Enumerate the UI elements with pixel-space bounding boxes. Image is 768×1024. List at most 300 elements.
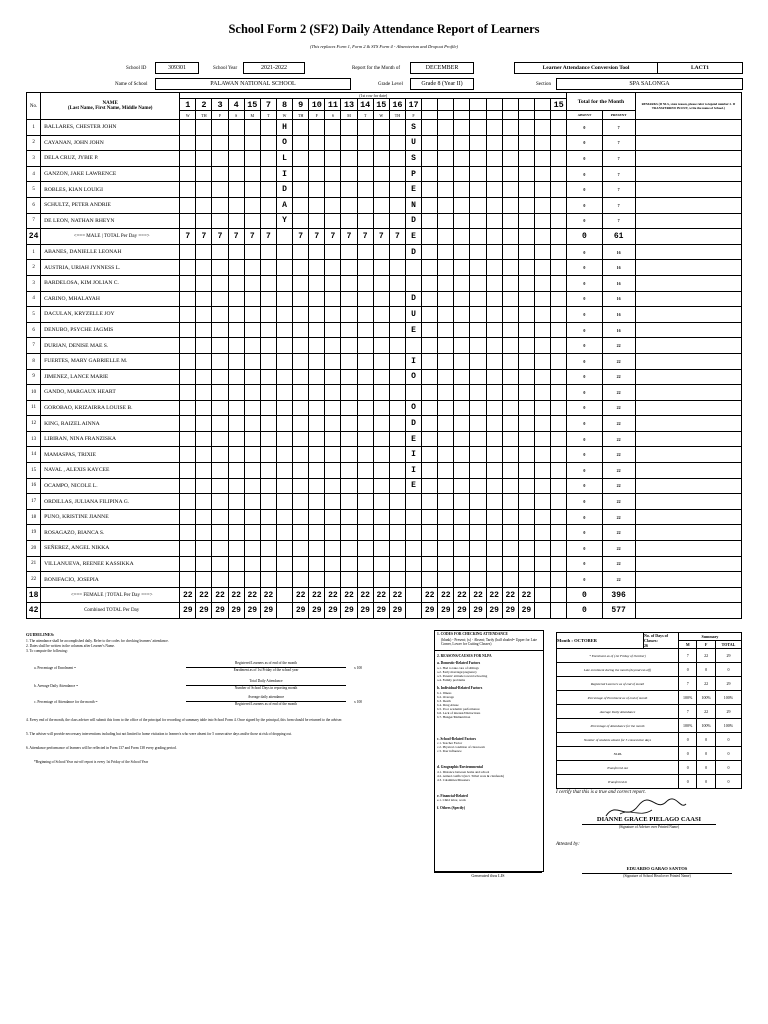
attendance-cell[interactable] — [325, 353, 341, 369]
attendance-cell[interactable] — [470, 120, 486, 136]
attendance-cell[interactable] — [486, 353, 502, 369]
attendance-cell[interactable] — [212, 120, 228, 136]
attendance-cell[interactable] — [470, 135, 486, 151]
attendance-cell[interactable] — [373, 541, 389, 557]
attendance-cell[interactable]: E — [405, 431, 421, 447]
attendance-cell[interactable] — [405, 556, 421, 572]
attendance-cell[interactable] — [260, 244, 276, 260]
attendance-cell[interactable] — [518, 260, 534, 276]
attendance-cell[interactable] — [357, 213, 373, 229]
attendance-cell[interactable] — [196, 120, 212, 136]
attendance-cell[interactable] — [325, 197, 341, 213]
attendance-cell[interactable] — [551, 260, 567, 276]
attendance-cell[interactable] — [534, 431, 550, 447]
attendance-cell[interactable] — [518, 275, 534, 291]
remarks-cell[interactable] — [635, 400, 741, 416]
remarks-cell[interactable] — [635, 260, 741, 276]
attendance-cell[interactable] — [260, 166, 276, 182]
attendance-cell[interactable] — [534, 213, 550, 229]
attendance-cell[interactable] — [551, 525, 567, 541]
attendance-cell[interactable] — [357, 322, 373, 338]
attendance-cell[interactable] — [228, 151, 244, 167]
attendance-cell[interactable]: O — [405, 369, 421, 385]
attendance-cell[interactable] — [373, 509, 389, 525]
attendance-cell[interactable] — [228, 307, 244, 323]
attendance-cell[interactable] — [325, 385, 341, 401]
remarks-cell[interactable] — [635, 291, 741, 307]
attendance-cell[interactable] — [228, 213, 244, 229]
attendance-cell[interactable] — [196, 369, 212, 385]
attendance-cell[interactable] — [260, 182, 276, 198]
attendance-cell[interactable] — [180, 353, 196, 369]
attendance-cell[interactable] — [502, 431, 518, 447]
attendance-cell[interactable] — [454, 431, 470, 447]
attendance-cell[interactable] — [438, 275, 454, 291]
attendance-cell[interactable] — [357, 447, 373, 463]
attendance-cell[interactable] — [454, 478, 470, 494]
attendance-cell[interactable] — [454, 353, 470, 369]
attendance-cell[interactable] — [260, 509, 276, 525]
attendance-cell[interactable] — [180, 135, 196, 151]
attendance-cell[interactable] — [373, 431, 389, 447]
attendance-cell[interactable]: P — [405, 166, 421, 182]
attendance-cell[interactable] — [422, 151, 438, 167]
attendance-cell[interactable] — [212, 478, 228, 494]
attendance-cell[interactable] — [422, 322, 438, 338]
attendance-cell[interactable] — [260, 447, 276, 463]
attendance-cell[interactable] — [309, 213, 325, 229]
attendance-cell[interactable] — [551, 416, 567, 432]
attendance-cell[interactable] — [551, 400, 567, 416]
attendance-cell[interactable] — [276, 291, 292, 307]
attendance-cell[interactable] — [454, 213, 470, 229]
attendance-cell[interactable] — [551, 572, 567, 588]
attendance-cell[interactable] — [518, 322, 534, 338]
attendance-cell[interactable] — [502, 525, 518, 541]
attendance-cell[interactable] — [196, 307, 212, 323]
attendance-cell[interactable] — [389, 385, 405, 401]
attendance-cell[interactable] — [486, 135, 502, 151]
attendance-cell[interactable] — [341, 369, 357, 385]
attendance-cell[interactable] — [196, 494, 212, 510]
attendance-cell[interactable] — [180, 307, 196, 323]
attendance-cell[interactable] — [196, 525, 212, 541]
attendance-cell[interactable] — [373, 291, 389, 307]
attendance-cell[interactable] — [293, 556, 309, 572]
attendance-cell[interactable] — [551, 213, 567, 229]
attendance-cell[interactable] — [196, 400, 212, 416]
attendance-cell[interactable] — [325, 478, 341, 494]
attendance-cell[interactable] — [502, 275, 518, 291]
attendance-cell[interactable]: E — [405, 182, 421, 198]
attendance-cell[interactable] — [325, 307, 341, 323]
remarks-cell[interactable] — [635, 166, 741, 182]
attendance-cell[interactable] — [341, 509, 357, 525]
attendance-cell[interactable] — [228, 166, 244, 182]
attendance-cell[interactable] — [325, 275, 341, 291]
attendance-cell[interactable] — [244, 385, 260, 401]
attendance-cell[interactable] — [341, 494, 357, 510]
attendance-cell[interactable] — [373, 197, 389, 213]
attendance-cell[interactable] — [228, 260, 244, 276]
attendance-cell[interactable] — [276, 431, 292, 447]
attendance-cell[interactable] — [518, 244, 534, 260]
attendance-cell[interactable] — [196, 353, 212, 369]
attendance-cell[interactable] — [389, 260, 405, 276]
attendance-cell[interactable] — [357, 338, 373, 354]
attendance-cell[interactable] — [212, 400, 228, 416]
attendance-cell[interactable] — [551, 151, 567, 167]
attendance-cell[interactable] — [438, 431, 454, 447]
attendance-cell[interactable] — [260, 431, 276, 447]
attendance-cell[interactable] — [389, 307, 405, 323]
attendance-cell[interactable] — [180, 322, 196, 338]
attendance-cell[interactable] — [438, 416, 454, 432]
attendance-cell[interactable] — [341, 135, 357, 151]
attendance-cell[interactable] — [244, 291, 260, 307]
attendance-cell[interactable] — [534, 463, 550, 479]
attendance-cell[interactable] — [180, 572, 196, 588]
attendance-cell[interactable] — [373, 463, 389, 479]
attendance-cell[interactable] — [454, 572, 470, 588]
attendance-cell[interactable] — [470, 478, 486, 494]
attendance-cell[interactable]: S — [405, 120, 421, 136]
attendance-cell[interactable] — [373, 494, 389, 510]
attendance-cell[interactable] — [389, 213, 405, 229]
attendance-cell[interactable] — [341, 463, 357, 479]
attendance-cell[interactable] — [454, 291, 470, 307]
attendance-cell[interactable] — [276, 260, 292, 276]
attendance-cell[interactable] — [534, 509, 550, 525]
attendance-cell[interactable] — [470, 494, 486, 510]
attendance-cell[interactable] — [293, 353, 309, 369]
attendance-cell[interactable] — [502, 416, 518, 432]
attendance-cell[interactable] — [454, 338, 470, 354]
attendance-cell[interactable]: A — [276, 197, 292, 213]
attendance-cell[interactable] — [196, 135, 212, 151]
attendance-cell[interactable] — [180, 385, 196, 401]
attendance-cell[interactable] — [293, 494, 309, 510]
attendance-cell[interactable] — [422, 166, 438, 182]
attendance-cell[interactable] — [373, 416, 389, 432]
attendance-cell[interactable] — [534, 166, 550, 182]
attendance-cell[interactable] — [212, 182, 228, 198]
attendance-cell[interactable] — [260, 338, 276, 354]
attendance-cell[interactable]: I — [276, 166, 292, 182]
attendance-cell[interactable] — [486, 213, 502, 229]
remarks-cell[interactable] — [635, 135, 741, 151]
attendance-cell[interactable] — [422, 556, 438, 572]
attendance-cell[interactable] — [276, 494, 292, 510]
attendance-cell[interactable] — [276, 353, 292, 369]
attendance-cell[interactable] — [373, 525, 389, 541]
attendance-cell[interactable] — [180, 447, 196, 463]
attendance-cell[interactable] — [276, 525, 292, 541]
attendance-cell[interactable] — [373, 151, 389, 167]
attendance-cell[interactable] — [502, 369, 518, 385]
attendance-cell[interactable]: L — [276, 151, 292, 167]
attendance-cell[interactable] — [502, 166, 518, 182]
attendance-cell[interactable] — [502, 291, 518, 307]
attendance-cell[interactable] — [309, 182, 325, 198]
attendance-cell[interactable] — [228, 385, 244, 401]
attendance-cell[interactable] — [180, 509, 196, 525]
attendance-cell[interactable] — [309, 385, 325, 401]
attendance-cell[interactable] — [293, 244, 309, 260]
attendance-cell[interactable] — [389, 463, 405, 479]
attendance-cell[interactable] — [486, 182, 502, 198]
attendance-cell[interactable] — [228, 369, 244, 385]
attendance-cell[interactable] — [228, 509, 244, 525]
attendance-cell[interactable] — [196, 447, 212, 463]
attendance-cell[interactable] — [325, 369, 341, 385]
attendance-cell[interactable] — [405, 338, 421, 354]
attendance-cell[interactable]: O — [276, 135, 292, 151]
attendance-cell[interactable] — [325, 213, 341, 229]
attendance-cell[interactable] — [293, 385, 309, 401]
attendance-cell[interactable] — [325, 322, 341, 338]
attendance-cell[interactable] — [518, 416, 534, 432]
attendance-cell[interactable] — [534, 572, 550, 588]
attendance-cell[interactable]: Y — [276, 213, 292, 229]
attendance-cell[interactable] — [325, 572, 341, 588]
attendance-cell[interactable] — [454, 260, 470, 276]
attendance-cell[interactable] — [309, 322, 325, 338]
attendance-cell[interactable] — [486, 244, 502, 260]
attendance-cell[interactable] — [405, 509, 421, 525]
attendance-cell[interactable] — [180, 556, 196, 572]
attendance-cell[interactable] — [422, 463, 438, 479]
attendance-cell[interactable] — [309, 494, 325, 510]
attendance-cell[interactable] — [180, 525, 196, 541]
attendance-cell[interactable] — [196, 166, 212, 182]
attendance-cell[interactable] — [502, 135, 518, 151]
attendance-cell[interactable] — [551, 447, 567, 463]
attendance-cell[interactable] — [212, 463, 228, 479]
attendance-cell[interactable] — [470, 447, 486, 463]
remarks-cell[interactable] — [635, 572, 741, 588]
attendance-cell[interactable] — [551, 197, 567, 213]
attendance-cell[interactable] — [228, 182, 244, 198]
remarks-cell[interactable] — [635, 275, 741, 291]
attendance-cell[interactable] — [325, 166, 341, 182]
attendance-cell[interactable]: I — [405, 353, 421, 369]
attendance-cell[interactable] — [454, 400, 470, 416]
remarks-cell[interactable] — [635, 556, 741, 572]
attendance-cell[interactable] — [534, 525, 550, 541]
attendance-cell[interactable] — [260, 494, 276, 510]
attendance-cell[interactable] — [534, 400, 550, 416]
attendance-cell[interactable] — [293, 322, 309, 338]
attendance-cell[interactable] — [373, 322, 389, 338]
attendance-cell[interactable] — [180, 369, 196, 385]
attendance-cell[interactable] — [534, 244, 550, 260]
attendance-cell[interactable] — [357, 275, 373, 291]
attendance-cell[interactable] — [438, 151, 454, 167]
attendance-cell[interactable]: D — [405, 213, 421, 229]
attendance-cell[interactable] — [180, 197, 196, 213]
attendance-cell[interactable] — [309, 400, 325, 416]
attendance-cell[interactable] — [341, 244, 357, 260]
attendance-cell[interactable] — [180, 275, 196, 291]
grade-level-field[interactable]: Grade 8 (Year II) — [410, 78, 474, 90]
attendance-cell[interactable] — [244, 572, 260, 588]
attendance-cell[interactable] — [422, 509, 438, 525]
remarks-cell[interactable] — [635, 463, 741, 479]
remarks-cell[interactable] — [635, 369, 741, 385]
attendance-cell[interactable] — [228, 525, 244, 541]
attendance-cell[interactable] — [422, 135, 438, 151]
attendance-cell[interactable] — [373, 338, 389, 354]
attendance-cell[interactable] — [260, 416, 276, 432]
attendance-cell[interactable] — [486, 431, 502, 447]
attendance-cell[interactable] — [276, 416, 292, 432]
attendance-cell[interactable] — [486, 338, 502, 354]
attendance-cell[interactable] — [212, 260, 228, 276]
attendance-cell[interactable] — [454, 385, 470, 401]
attendance-cell[interactable] — [325, 509, 341, 525]
attendance-cell[interactable] — [486, 416, 502, 432]
attendance-cell[interactable] — [551, 182, 567, 198]
attendance-cell[interactable] — [422, 213, 438, 229]
attendance-cell[interactable] — [276, 385, 292, 401]
attendance-cell[interactable] — [244, 338, 260, 354]
attendance-cell[interactable] — [244, 275, 260, 291]
attendance-cell[interactable] — [389, 494, 405, 510]
attendance-cell[interactable] — [551, 291, 567, 307]
attendance-cell[interactable] — [389, 120, 405, 136]
attendance-cell[interactable] — [470, 291, 486, 307]
attendance-cell[interactable] — [341, 307, 357, 323]
attendance-cell[interactable] — [518, 478, 534, 494]
attendance-cell[interactable] — [438, 213, 454, 229]
attendance-cell[interactable] — [551, 463, 567, 479]
attendance-cell[interactable] — [518, 525, 534, 541]
attendance-cell[interactable] — [405, 572, 421, 588]
attendance-cell[interactable] — [325, 400, 341, 416]
attendance-cell[interactable] — [502, 244, 518, 260]
attendance-cell[interactable] — [276, 556, 292, 572]
attendance-cell[interactable] — [518, 541, 534, 557]
attendance-cell[interactable] — [486, 525, 502, 541]
attendance-cell[interactable] — [293, 478, 309, 494]
attendance-cell[interactable] — [389, 338, 405, 354]
attendance-cell[interactable] — [293, 213, 309, 229]
attendance-cell[interactable] — [502, 213, 518, 229]
attendance-cell[interactable] — [502, 509, 518, 525]
attendance-cell[interactable] — [405, 525, 421, 541]
attendance-cell[interactable] — [325, 120, 341, 136]
attendance-cell[interactable] — [309, 307, 325, 323]
attendance-cell[interactable] — [422, 307, 438, 323]
attendance-cell[interactable] — [260, 369, 276, 385]
attendance-cell[interactable] — [486, 369, 502, 385]
attendance-cell[interactable] — [180, 166, 196, 182]
attendance-cell[interactable] — [470, 197, 486, 213]
remarks-cell[interactable] — [635, 385, 741, 401]
attendance-cell[interactable] — [293, 166, 309, 182]
remarks-cell[interactable] — [635, 525, 741, 541]
attendance-cell[interactable]: U — [405, 307, 421, 323]
attendance-cell[interactable] — [454, 166, 470, 182]
attendance-cell[interactable] — [389, 135, 405, 151]
attendance-cell[interactable] — [341, 525, 357, 541]
attendance-cell[interactable] — [438, 478, 454, 494]
attendance-cell[interactable] — [373, 556, 389, 572]
attendance-cell[interactable] — [260, 275, 276, 291]
attendance-cell[interactable] — [389, 478, 405, 494]
attendance-cell[interactable] — [551, 494, 567, 510]
attendance-cell[interactable] — [486, 447, 502, 463]
attendance-cell[interactable] — [228, 322, 244, 338]
attendance-cell[interactable] — [212, 213, 228, 229]
attendance-cell[interactable] — [389, 369, 405, 385]
attendance-cell[interactable] — [438, 353, 454, 369]
attendance-cell[interactable] — [244, 135, 260, 151]
attendance-cell[interactable] — [260, 463, 276, 479]
attendance-cell[interactable] — [244, 151, 260, 167]
attendance-cell[interactable] — [389, 572, 405, 588]
attendance-cell[interactable] — [180, 120, 196, 136]
attendance-cell[interactable] — [309, 541, 325, 557]
attendance-cell[interactable] — [454, 556, 470, 572]
attendance-cell[interactable] — [422, 182, 438, 198]
attendance-cell[interactable] — [373, 182, 389, 198]
attendance-cell[interactable] — [534, 151, 550, 167]
attendance-cell[interactable] — [518, 494, 534, 510]
attendance-cell[interactable] — [470, 556, 486, 572]
attendance-cell[interactable] — [405, 260, 421, 276]
attendance-cell[interactable] — [534, 275, 550, 291]
attendance-cell[interactable] — [454, 244, 470, 260]
attendance-cell[interactable] — [438, 541, 454, 557]
attendance-cell[interactable] — [389, 447, 405, 463]
attendance-cell[interactable] — [212, 307, 228, 323]
attendance-cell[interactable] — [228, 353, 244, 369]
attendance-cell[interactable] — [341, 197, 357, 213]
attendance-cell[interactable] — [260, 353, 276, 369]
attendance-cell[interactable] — [180, 291, 196, 307]
attendance-cell[interactable] — [244, 416, 260, 432]
attendance-cell[interactable] — [228, 135, 244, 151]
attendance-cell[interactable] — [502, 463, 518, 479]
attendance-cell[interactable] — [260, 135, 276, 151]
attendance-cell[interactable] — [454, 275, 470, 291]
attendance-cell[interactable] — [438, 135, 454, 151]
attendance-cell[interactable]: D — [405, 291, 421, 307]
attendance-cell[interactable] — [357, 244, 373, 260]
attendance-cell[interactable] — [276, 244, 292, 260]
attendance-cell[interactable] — [486, 307, 502, 323]
attendance-cell[interactable] — [438, 385, 454, 401]
attendance-cell[interactable] — [422, 541, 438, 557]
attendance-cell[interactable] — [422, 275, 438, 291]
attendance-cell[interactable] — [486, 120, 502, 136]
remarks-cell[interactable] — [635, 541, 741, 557]
attendance-cell[interactable] — [389, 416, 405, 432]
attendance-cell[interactable] — [551, 120, 567, 136]
attendance-cell[interactable] — [454, 494, 470, 510]
attendance-cell[interactable] — [389, 291, 405, 307]
attendance-cell[interactable] — [422, 353, 438, 369]
attendance-cell[interactable] — [357, 369, 373, 385]
attendance-cell[interactable] — [228, 447, 244, 463]
attendance-cell[interactable] — [470, 182, 486, 198]
attendance-cell[interactable] — [502, 447, 518, 463]
attendance-cell[interactable] — [534, 182, 550, 198]
attendance-cell[interactable] — [196, 244, 212, 260]
attendance-cell[interactable] — [293, 541, 309, 557]
